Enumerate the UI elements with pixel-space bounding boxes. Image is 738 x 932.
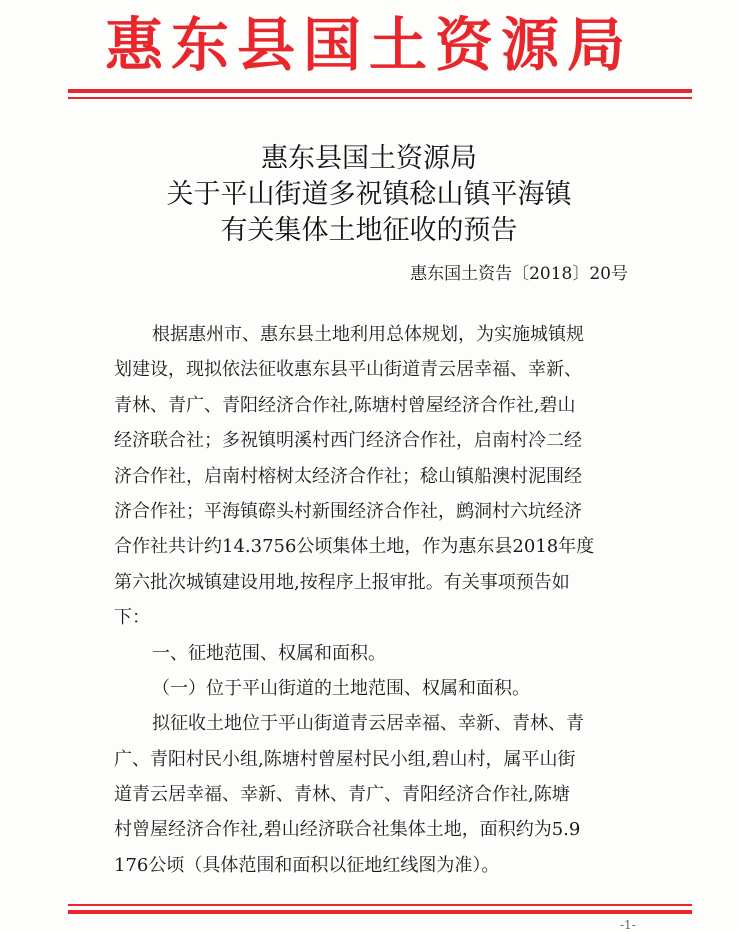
- body-line: 合作社共计约14.3756公顷集体土地，作为惠东县2018年度: [114, 536, 595, 558]
- body-line: 第六批次城镇建设用地,按程序上报审批。有关事项预告如: [114, 571, 570, 593]
- header-org-name: 惠东县国土资源局: [104, 11, 633, 79]
- footer-rule-thick: [68, 910, 692, 914]
- body-line: 根据惠州市、惠东县土地利用总体规划，为实施城镇规: [152, 324, 584, 345]
- section-heading: 一、征地范围、权属和面积。: [152, 642, 386, 664]
- title-line-1: 惠东县国土资源局: [261, 143, 477, 174]
- header-rule-thin: [68, 97, 692, 99]
- title-line-2: 关于平山街道多祝镇稔山镇平海镇: [166, 179, 572, 210]
- body-line: 道青云居幸福、幸新、青林、青广、青阳经济合作社,陈塘: [114, 784, 570, 806]
- body-line: 青林、青广、青阳经济合作社,陈塘村曾屋经济合作社,碧山: [114, 394, 576, 416]
- header-rule-thick: [68, 89, 692, 93]
- document-number: 惠东国土资告〔2018〕20号: [410, 264, 628, 284]
- title-line-3: 有关集体土地征收的预告: [220, 215, 518, 246]
- body-line: 村曾屋经济合作社,碧山经济联合社集体土地，面积约为5.9: [114, 819, 581, 841]
- subsection-heading: （一）位于平山街道的土地范围、权属和面积。: [152, 677, 530, 699]
- body-line: 划建设，现拟依法征收惠东县平山街道青云居幸福、幸新、: [114, 359, 582, 381]
- footer-rule-thin: [68, 904, 692, 906]
- body-line: 下：: [114, 607, 150, 629]
- body-line: 济合作社，启南村榕树太经济合作社；稔山镇船澳村泥围经: [114, 465, 582, 487]
- body-line: 176公顷（具体范围和面积以征地红线图为准）。: [114, 854, 500, 876]
- body-line: 拟征收土地位于平山街道青云居幸福、幸新、青林、青: [152, 713, 584, 735]
- body-text: [114, 317, 634, 883]
- body-line: 广、青阳村民小组,陈塘村曾屋村民小组,碧山村，属平山街: [114, 748, 576, 770]
- page-number: -1-: [620, 918, 636, 932]
- body-line: 经济联合社；多祝镇明溪村西门经济合作社，启南村冷二经: [114, 430, 582, 452]
- body-line: 济合作社；平海镇磜头村新围经济合作社，鹧洞村六坑经济: [114, 500, 582, 522]
